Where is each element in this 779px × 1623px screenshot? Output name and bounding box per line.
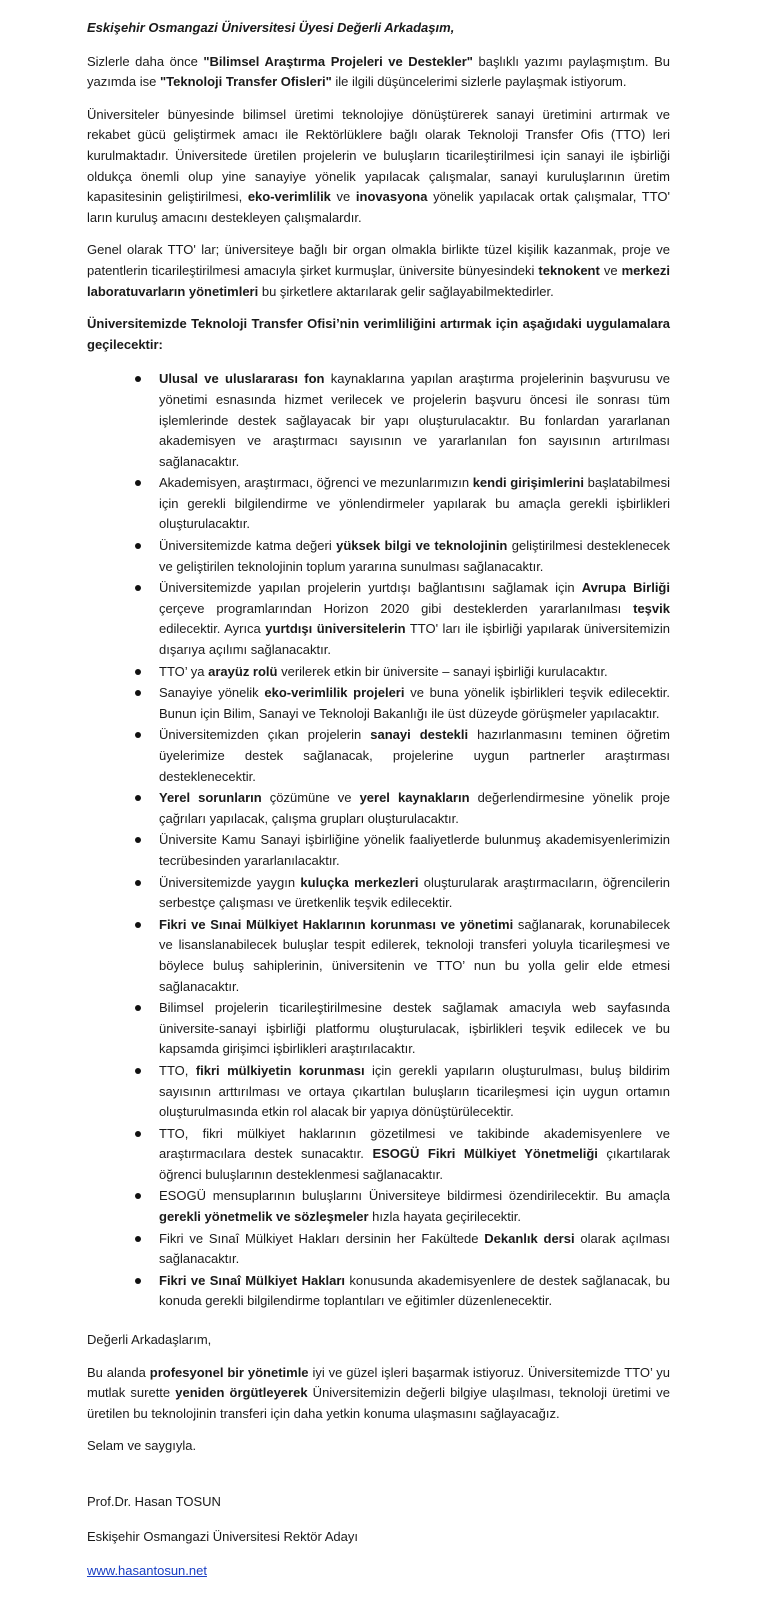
text-run: verilerek etkin bir üniversite – sanayi işbirliği kurulacaktır.	[277, 663, 608, 679]
emphasis-text: "Bilimsel Araştırma Projeleri ve Destekler"	[203, 53, 473, 69]
bullet-icon	[135, 1278, 141, 1284]
text-run: sağlanarak, korunabilecek ve lisanslanabilecek buluşlar tespit edilerek, teknoloji transferi yoluyla ticarileşmesi ve böylece buluş sahiplerinin, üniversitenin ve TTO’ nun bu yolla gelir elde etmesi sağlanacaktır.	[159, 916, 670, 994]
text-run: çerçeve programlarından Horizon 2020 gibi desteklerden yararlanılması	[159, 600, 634, 616]
bullet-icon	[135, 1193, 141, 1199]
plan-list	[87, 369, 670, 1312]
plan-lead: Üniversitemizde Teknoloji Transfer Ofisi’nin verimliliğini artırmak için aşağıdaki uygulamalara geçilecektir:	[87, 316, 670, 352]
plan-list-item	[159, 873, 670, 914]
text-run: Üniversitemizde yaygın	[159, 874, 301, 890]
text-run: Üniversitemizin değerli bilgiye ulaşılması, teknoloji üretimi ve üretilen bu teknolojinin transferi için daha yetkin konuma ulaşmasını sağlayacağız.	[87, 1385, 670, 1421]
bullet-icon	[135, 669, 141, 675]
text-run: için gerekli yapıların oluşturulması, buluş bildirim sayısının arttırılması ve ortaya çıkartılan buluşların ticarileşmesi için uygun ortamın oluşturulmasında etkin rol alacak bir yapıya dönüştürülecektir.	[159, 1062, 670, 1120]
bullet-icon	[135, 837, 141, 843]
plan-list-item	[159, 915, 670, 997]
text-run: başlatabilmesi için gerekli bilgilendirme ve yönlendirmeler yapılarak bu amaçla gerekli işbirlikleri oluşturulacaktır.	[159, 475, 670, 532]
emphasis-text: yurtdışı üniversitelerin	[265, 621, 406, 637]
plan-list-item	[159, 578, 670, 660]
bullet-icon	[135, 922, 141, 928]
plan-list-item	[159, 1124, 670, 1186]
text-run: ve	[599, 262, 622, 278]
bullet-icon	[135, 1131, 141, 1137]
greeting: Eskişehir Osmangazi Üniversitesi Üyesi Değerli Arkadaşım,	[87, 20, 455, 35]
emphasis-text: Avrupa Birliği	[581, 580, 670, 596]
letter-body	[87, 18, 670, 1582]
text-run: hazırlanmasını teminen öğretim üyelerimize destek sağlanacak, projelerine uygun partnerler araştırması desteklenecektir.	[159, 727, 670, 784]
tto-definition-paragraph	[87, 105, 670, 229]
plan-list-item	[159, 473, 670, 535]
emphasis-text: Fikri ve Sınaî Mülkiyet Hakları	[159, 1272, 346, 1288]
signoff: Selam ve saygıyla.	[87, 1438, 197, 1454]
bullet-icon	[135, 690, 141, 696]
text-run: TTO,	[159, 1062, 196, 1078]
text-run: TTO' ları ile işbirliği yapılarak üniversitemizin dışarıya açılımı sağlanacaktır.	[159, 621, 670, 658]
signature-website-line	[87, 1561, 670, 1582]
tto-structure-paragraph	[87, 240, 670, 302]
text-run: Sizlerle daha önce	[87, 53, 204, 69]
emphasis-text: merkezi laboratuvarların yönetimleri	[87, 262, 670, 299]
emphasis-text: Dekanlık dersi	[484, 1230, 575, 1246]
text-run: Fikri ve Sınaî Mülkiyet Hakları dersinin her Fakültede	[159, 1230, 485, 1246]
text-run: Üniversitemizde katma değeri	[159, 538, 337, 554]
emphasis-text: teşvik	[633, 600, 670, 616]
text-run: kaynaklarına yapılan araştırma projelerinin başvurusu ve yönetimi esnasında hizmet verilecek ve projelerin başvuru öncesi ile sonrası tüm işlemlerinde destek sağlayacak bir yapı oluşturulacaktır. Bu fonlardan yararlanan akademisyen ve araştırmacı sayısının ve yararlanılan fon sayısının artırılması sağlanacaktır.	[159, 371, 670, 469]
text-run: Üniversiteler bünyesinde bilimsel üretimi teknolojiye dönüştürerek sanayi üretimini artırmak ve rekabet gücü geliştirmek amacı ile Rektörlüklere bağlı olarak Teknoloji Transfer Ofis (TTO) leri kurulmaktadır. Üniversitede üretilen projelerin ve buluşların ticarileştirilmesi için sanayi ile işbirliği oldukça önemli olup yine sanayiye yönelik yapılacak çalışmalar, sanayi kuruluşlarının üretim kapasitesinin geliştirilmesi,	[87, 106, 670, 205]
emphasis-text: yeniden örgütleyerek	[175, 1385, 308, 1401]
emphasis-text: "Teknoloji Transfer Ofisleri"	[159, 74, 332, 90]
emphasis-text: fikri mülkiyetin korunması	[195, 1062, 365, 1078]
plan-list-item	[159, 683, 670, 724]
emphasis-text: yerel kaynakların	[359, 790, 470, 806]
bullet-icon	[135, 585, 141, 591]
text-run: hızla hayata geçirilecektir.	[368, 1209, 522, 1225]
text-run: edilecektir. Ayrıca	[159, 621, 266, 637]
website-link[interactable]: www.hasantosun.net	[87, 1563, 207, 1579]
text-run: değerlendirmesine yönelik proje çağrıları yapılacak, çalışma grupları oluşturulacaktır.	[159, 790, 670, 826]
text-run: ESOGÜ mensuplarının buluşlarını Üniversiteye bildirmesi özendirilecektir. Bu amaçla	[159, 1188, 670, 1204]
emphasis-text: kendi girişimlerini	[472, 475, 584, 491]
bullet-icon	[135, 1236, 141, 1242]
text-run: Sanayiye yönelik	[159, 685, 265, 701]
bullet-icon	[135, 880, 141, 886]
bullet-icon	[135, 1005, 141, 1011]
emphasis-text: Ulusal ve uluslararası fon	[159, 371, 325, 387]
text-run: Üniversite Kamu Sanayi işbirliğine yönelik faaliyetlerde bulunmuş akademisyenlerimizin tecrübesinden yararlanılacaktır.	[159, 832, 670, 868]
plan-list-item	[159, 998, 670, 1060]
signature-name: Prof.Dr. Hasan TOSUN	[87, 1494, 221, 1509]
text-run: bu şirketlere aktarılarak gelir sağlayabilmektedirler.	[258, 283, 554, 299]
emphasis-text: gerekli yönetmelik ve sözleşmeler	[159, 1209, 369, 1225]
text-run: Üniversitemizde yapılan projelerin yurtdışı bağlantısını sağlamak için	[159, 580, 582, 596]
text-run: TTO, fikri mülkiyet haklarının gözetilmesi ve takibinde akademisyenlere ve araştırmacılara destek sunacaktır.	[159, 1125, 670, 1162]
text-run: çözümüne ve	[261, 790, 360, 806]
bullet-icon	[135, 480, 141, 486]
text-run: geliştirilmesi desteklenecek ve geliştirilen teknolojinin toplum yararına sunulması sağlanacaktır.	[159, 538, 671, 574]
text-run: oluşturularak araştırmacıların, öğrencilerin serbestçe çalışması ve üretkenlik teşvik edilecektir.	[159, 874, 670, 911]
text-run: Bu alanda	[87, 1364, 150, 1380]
plan-list-item	[159, 1061, 670, 1123]
text-run: başlıklı yazımı paylaşmıştım. Bu yazımda ise	[87, 53, 670, 90]
text-run: Akademisyen, araştırmacı, öğrenci ve mezunlarımızın	[159, 475, 473, 491]
text-run: ve	[330, 189, 356, 205]
emphasis-text: sanayi destekli	[370, 727, 469, 743]
emphasis-text: Fikri ve Sınai Mülkiyet Haklarının korunması ve yönetimi	[159, 916, 514, 932]
emphasis-text: eko-verimlilik	[247, 189, 331, 205]
closing-paragraph	[87, 1363, 670, 1425]
emphasis-text: yüksek bilgi ve teknolojinin	[336, 538, 508, 554]
emphasis-text: kuluçka merkezleri	[300, 874, 419, 890]
signature-title: Eskişehir Osmangazi Üniversitesi Rektör Adayı	[87, 1528, 358, 1544]
text-run: çıkartılarak öğrenci buluşlarının desteklenmesi sağlanacaktır.	[159, 1146, 671, 1182]
text-run: TTO’ ya	[159, 663, 209, 679]
text-run: Üniversitemizden çıkan projelerin	[159, 727, 371, 743]
bullet-icon	[135, 795, 141, 801]
text-run: ve buna yönelik işbirlikleri teşvik edilecektir. Bunun için Bilim, Sanayi ve Teknoloji Bakanlığı ile üst düzeyde görüşmeler yapılacaktır.	[159, 685, 670, 721]
bullet-icon	[135, 376, 141, 382]
plan-list-item	[159, 1229, 670, 1270]
bullet-icon	[135, 543, 141, 549]
text-run: iyi ve güzel işleri başarmak istiyoruz. Üniversitemizde TTO’ yu mutlak surette	[87, 1364, 670, 1401]
plan-list-item	[159, 1271, 670, 1312]
emphasis-text: Yerel sorunların	[159, 790, 262, 806]
text-run: Bilimsel projelerin ticarileştirilmesine destek sağlamak amacıyla web sayfasında üniversite-sanayi işbirliği platformu oluşturulacak, işbirlikleri teşvik edilecek ve bu kapsamda girişimci işbirlikleri araştırılacaktır.	[159, 1000, 670, 1057]
text-run: konusunda akademisyenlere de destek sağlanacak, bu konuda gerekli bilgilendirme toplantıları ve eğitimler düzenlenecektir.	[159, 1272, 670, 1309]
plan-list-item	[159, 662, 670, 683]
text-run: olarak açılması sağlanacaktır.	[159, 1230, 670, 1267]
emphasis-text: eko-verimlilik projeleri	[264, 685, 405, 701]
plan-list-item	[159, 725, 670, 787]
emphasis-text: teknokent	[538, 262, 600, 278]
bullet-icon	[135, 1068, 141, 1074]
closing-greeting: Değerli Arkadaşlarım,	[87, 1332, 212, 1348]
text-run: ile ilgili düşüncelerimi sizlerle paylaşmak istiyorum.	[331, 74, 627, 90]
plan-list-item	[159, 369, 670, 472]
plan-list-item	[159, 536, 670, 577]
emphasis-text: ESOGÜ Fikri Mülkiyet Yönetmeliği	[372, 1146, 598, 1162]
bullet-icon	[135, 732, 141, 738]
emphasis-text: inovasyona	[355, 189, 428, 205]
intro-paragraph	[87, 52, 670, 93]
text-run: yönelik yapılacak ortak çalışmalar, TTO' ların kuruluş amacını destekleyen çalışmalardır.	[87, 189, 670, 225]
plan-list-item	[159, 830, 670, 871]
plan-list-item	[159, 1186, 670, 1227]
plan-list-item	[159, 788, 670, 829]
emphasis-text: profesyonel bir yönetimle	[149, 1364, 309, 1380]
emphasis-text: arayüz rolü	[208, 663, 278, 679]
text-run: Genel olarak TTO' lar; üniversiteye bağlı bir organ olmakla birlikte tüzel kişilik kazanmak, proje ve patentlerin ticarileştirilmesi amacıyla şirket kurmuşlar, üniversite bünyesindeki	[87, 242, 670, 278]
